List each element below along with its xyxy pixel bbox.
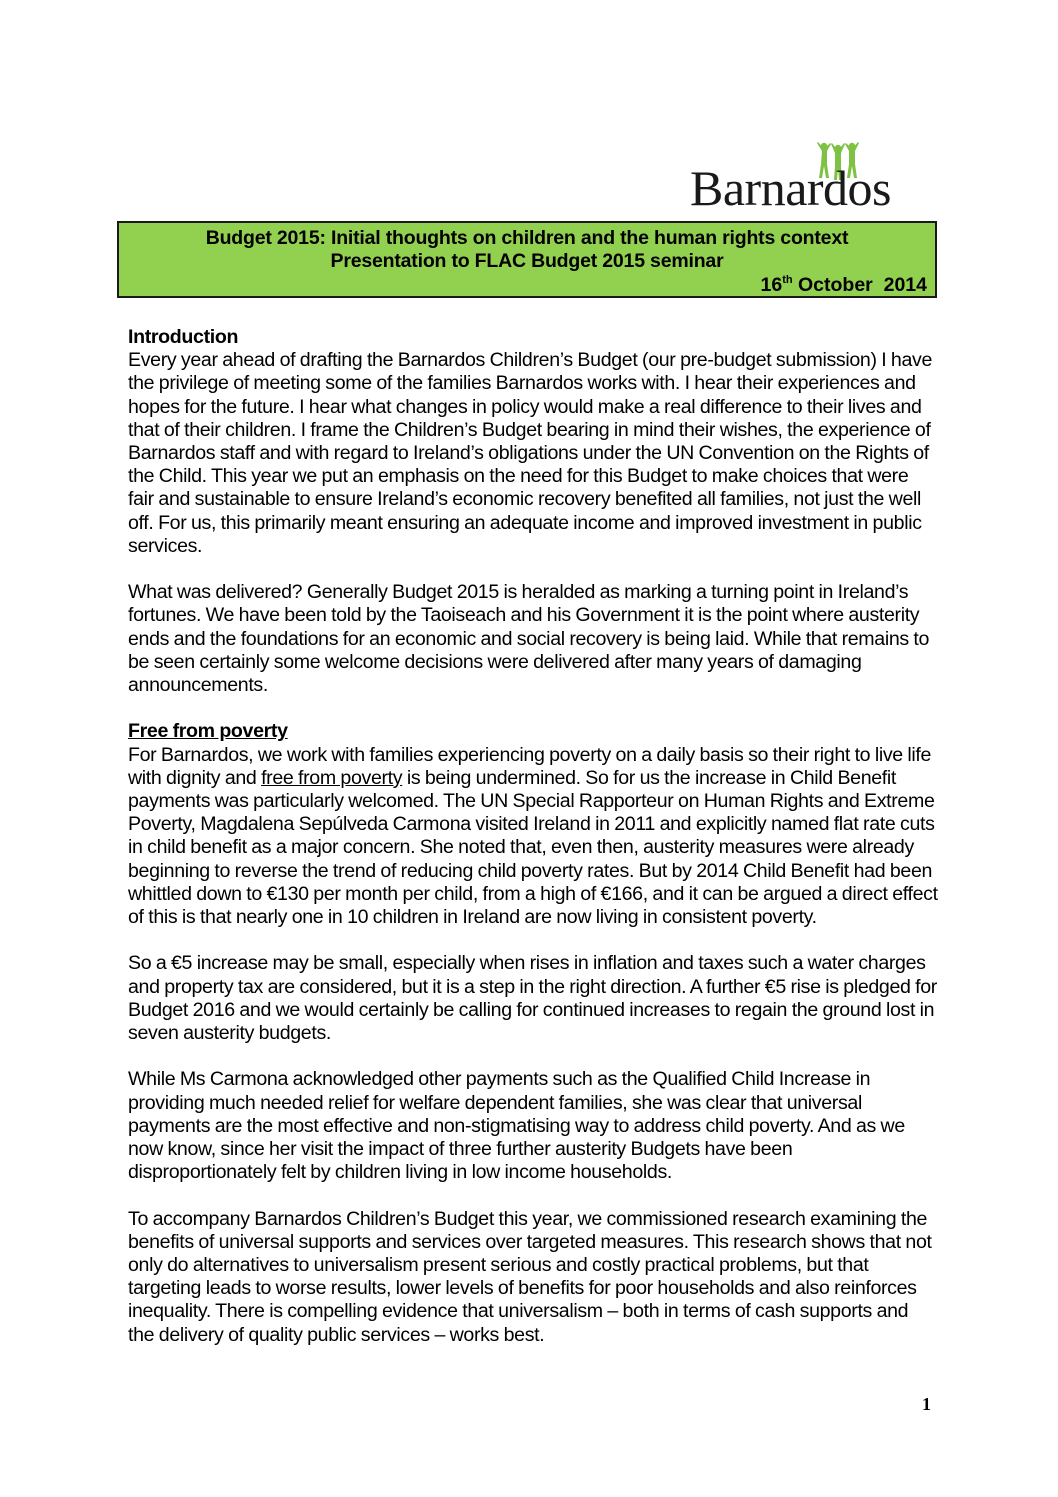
document-title: Budget 2015: Initial thoughts on children and the human rights context (205, 227, 849, 249)
title-banner (117, 221, 937, 298)
section-heading-introduction: Introduction (128, 326, 239, 348)
paragraph-text: is being undermined. So for us the increase in Child Benefit payments was particularly welcomed. The UN Special Rapporteur on Human Rights and Extreme Poverty, Magdalena Sepúlveda Carmona visited Ireland in 2011 and explicitly named flat rate cuts in child benefit as a major concern. She noted that, even then, austerity measures were already beginning to reverse the trend of reducing child poverty rates. But by 2014 Child Benefit had been whittled down to €130 per month per child, from a high of €166, and it can be argued a direct effect of this is that nearly one in 10 children in Ireland are now living in consistent poverty. (128, 766, 938, 929)
paragraph (128, 744, 938, 930)
document-subtitle: Presentation to FLAC Budget 2015 seminar (330, 250, 724, 272)
section-heading-free-from-poverty: Free from poverty (128, 720, 288, 743)
logo-wordmark: Barnardos (690, 160, 891, 216)
paragraph-text: For Barnardos, we work with families experiencing poverty on a daily basis so their right to live life with dignity and (128, 743, 932, 789)
date-day: 16 (760, 274, 783, 296)
page-number: 1 (922, 1394, 931, 1414)
date-rest: October 2014 (792, 274, 927, 296)
document-date (761, 274, 928, 296)
barnardos-logo (690, 140, 890, 215)
paragraph: So a €5 increase may be small, especially when rises in inflation and taxes such a water charges and property tax are considered, but it is a step in the right direction. A further €5 rise is pledged for Budget 2016 and we would certainly be calling for continued increases to regain the ground lost in seven austerity budgets. (128, 952, 937, 1045)
document-body (128, 326, 938, 1370)
paragraph: While Ms Carmona acknowledged other payments such as the Qualified Child Increase in providing much needed relief for welfare dependent families, she was clear that universal payments are the most effective and non-stigmatising way to address child poverty. And as we now know, since her visit the impact of three further austerity Budgets have been disproportionately felt by children living in low income households. (128, 1068, 905, 1184)
date-suffix: th (782, 274, 793, 286)
underlined-phrase: free from poverty (261, 766, 403, 789)
paragraph: Every year ahead of drafting the Barnardos Children’s Budget (our pre-budget submission) I have the privilege of meeting some of the families Barnardos works with. I hear their experiences and hopes for the future. I hear what changes in policy would make a real difference to their lives and that of their children. I frame the Children’s Budget bearing in mind their wishes, the experience of Barnardos staff and with regard to Ireland’s obligations under the UN Convention on the Rights of the Child. This year we put an emphasis on the need for this Budget to make choices that were fair and sustainable to ensure Ireland’s economic recovery benefited all families, not just the well off. For us, this primarily meant ensuring an adequate income and improved investment in public services. (128, 349, 932, 557)
paragraph: To accompany Barnardos Children’s Budget this year, we commissioned research examining the benefits of universal supports and services over targeted measures. This research shows that not only do alternatives to universalism present serious and costly practical problems, but that targeting leads to worse results, lower levels of benefits for poor households and also reinforces inequality. There is compelling evidence that universalism – both in terms of cash supports and the delivery of quality public services – works best. (128, 1207, 932, 1346)
paragraph: What was delivered? Generally Budget 2015 is heralded as marking a turning point in Ireland’s fortunes. We have been told by the Taoiseach and his Government it is the point where austerity ends and the foundations for an economic and social recovery is being laid. While that remains to be seen certainly some welcome decisions were delivered after many years of damaging announcements. (128, 581, 930, 697)
